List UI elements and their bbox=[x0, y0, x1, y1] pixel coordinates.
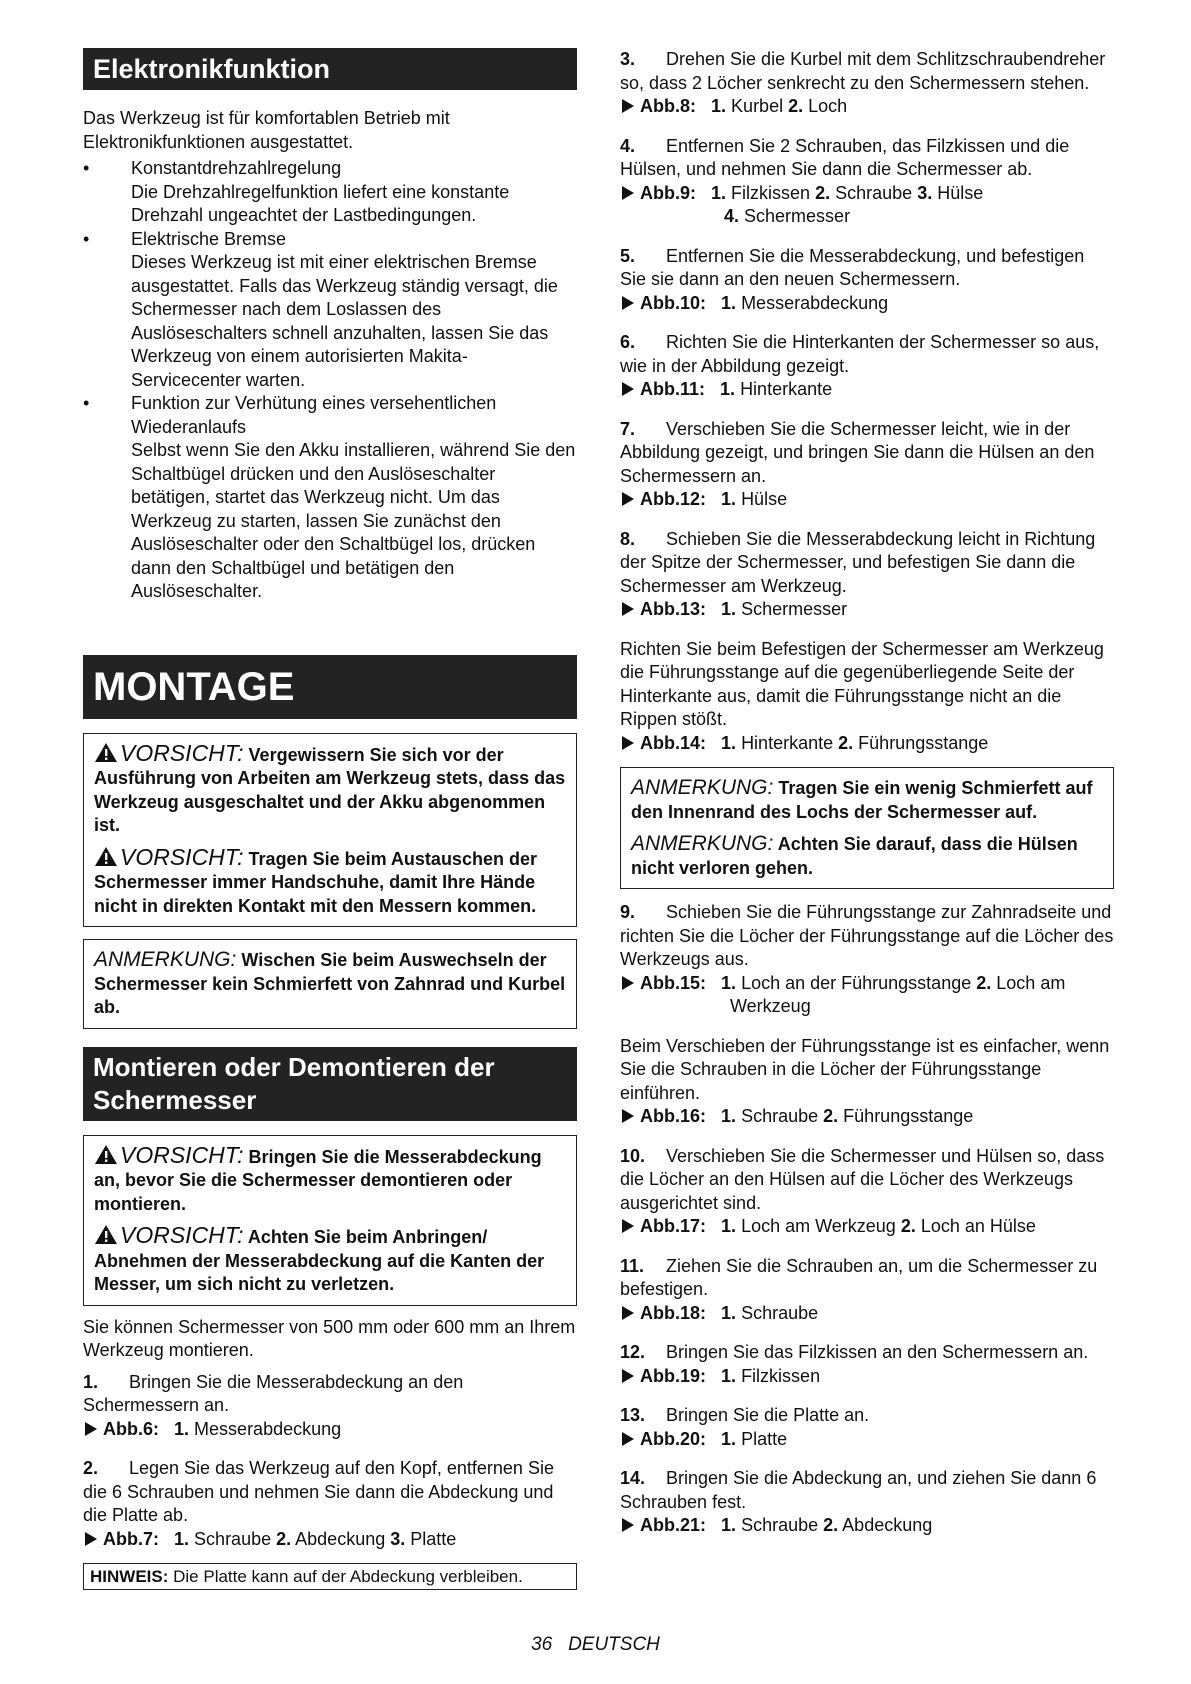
legend-text: Schraube bbox=[741, 1106, 819, 1126]
note-keyword: ANMERKUNG: bbox=[631, 832, 774, 855]
step-3 bbox=[620, 48, 1114, 119]
step-text bbox=[83, 1371, 577, 1418]
step-text bbox=[620, 1255, 1114, 1302]
section-heading-schermesser: Montieren oder Demontieren der Schermesser bbox=[83, 1047, 577, 1121]
step-body: Ziehen Sie die Schrauben an, um die Schermesser zu befestigen. bbox=[620, 1255, 1098, 1299]
legend-num: 1. bbox=[174, 1418, 190, 1439]
note-paragraph bbox=[631, 776, 1103, 824]
step-12 bbox=[620, 1341, 1114, 1388]
caution-box bbox=[83, 1135, 577, 1306]
section-heading-elektronikfunktion: Elektronikfunktion bbox=[83, 48, 577, 90]
figure-label: Abb.16: bbox=[640, 1106, 707, 1126]
note-keyword: ANMERKUNG: bbox=[94, 948, 237, 971]
legend-text: Hülse bbox=[937, 182, 984, 203]
legend-text: Loch am bbox=[996, 972, 1066, 993]
step-text bbox=[620, 245, 1114, 292]
figure-reference bbox=[83, 1528, 577, 1552]
figure-label: Abb.11: bbox=[640, 379, 706, 399]
step-text bbox=[620, 1404, 1114, 1428]
note-text: Wischen Sie beim Auswechseln der Schermesser kein Schmierfett von Zahnrad und Kurbel ab. bbox=[94, 950, 566, 1017]
step-text bbox=[620, 331, 1114, 378]
step-number: 7. bbox=[620, 418, 636, 439]
pointer-triangle-icon bbox=[622, 186, 634, 200]
caution-text: Bringen Sie die Messerabdeckung an, bevor Sie die Schermesser demontieren oder montieren. bbox=[94, 1146, 542, 1214]
step-6 bbox=[620, 331, 1114, 402]
legend-num: 2. bbox=[276, 1528, 292, 1549]
figure-reference bbox=[620, 732, 1114, 756]
step-body: Verschieben Sie die Schermesser und Hülsen so, dass die Löcher an den Hülsen auf die Löcher des Werkzeugs ausgerichtet sind. bbox=[620, 1145, 1105, 1213]
pointer-triangle-icon bbox=[622, 1369, 634, 1383]
step-text bbox=[620, 528, 1114, 599]
feature-list bbox=[83, 157, 577, 604]
step-13 bbox=[620, 1404, 1114, 1451]
step-text bbox=[620, 418, 1114, 489]
legend-num: 1. bbox=[721, 972, 737, 993]
caution-paragraph bbox=[94, 739, 566, 838]
pointer-triangle-icon bbox=[622, 1306, 634, 1320]
caution-box bbox=[83, 733, 577, 928]
step-14 bbox=[620, 1467, 1114, 1538]
step-body: Richten Sie die Hinterkanten der Schermesser so aus, wie in der Abbildung gezeigt. bbox=[620, 332, 1100, 376]
step-text bbox=[620, 1145, 1114, 1216]
step-1 bbox=[83, 1371, 577, 1442]
legend-num: 4. bbox=[724, 206, 740, 226]
step-4 bbox=[620, 135, 1114, 229]
legend-num: 1. bbox=[721, 732, 737, 753]
figure-label: Abb.13: bbox=[640, 599, 707, 619]
legend-text: Führungsstange bbox=[858, 732, 989, 753]
figure-reference-continued: Werkzeug bbox=[730, 996, 811, 1016]
legend-text: Messerabdeckung bbox=[194, 1418, 342, 1439]
legend-text: Führungsstange bbox=[843, 1106, 974, 1126]
legend-num: 1. bbox=[174, 1528, 190, 1549]
figure-reference bbox=[620, 378, 1114, 402]
legend-num: 2. bbox=[900, 1216, 916, 1236]
feature-text: Selbst wenn Sie den Akku installieren, während Sie den Schaltbügel drücken und den Auslöseschalter betätigen, startet das Werkzeug nicht. Um das Werkzeug zu starten, lassen Sie zunächst den Auslöseschalter oder den Schaltbügel los, drücken dann den Schaltbügel und betätigen den Auslöseschalter. bbox=[131, 440, 576, 601]
step-body: Schieben Sie die Führungsstange zur Zahnradseite und richten Sie die Löcher der Führungsstange auf die Löcher des Werkzeugs aus. bbox=[620, 902, 1114, 969]
warning-triangle-icon bbox=[94, 1224, 118, 1245]
note-box bbox=[620, 767, 1114, 889]
paragraph-schrauben bbox=[620, 1035, 1114, 1129]
caution-keyword: VORSICHT: bbox=[120, 1222, 244, 1248]
step-number: 1. bbox=[83, 1371, 99, 1392]
figure-label: Abb.6: bbox=[103, 1418, 159, 1439]
step-8 bbox=[620, 528, 1114, 622]
pointer-triangle-icon bbox=[622, 736, 634, 750]
figure-reference bbox=[620, 1365, 1114, 1389]
note-text: Achten Sie darauf, dass die Hülsen nicht verloren gehen. bbox=[631, 834, 1078, 878]
legend-text: Loch an Hülse bbox=[920, 1216, 1036, 1236]
figure-label: Abb.14: bbox=[640, 732, 707, 753]
figure-reference bbox=[620, 1215, 1114, 1239]
step-body: Bringen Sie das Filzkissen an den Schermessern an. bbox=[666, 1342, 1089, 1362]
figure-label: Abb.19: bbox=[640, 1365, 707, 1386]
note-box bbox=[83, 939, 577, 1029]
caution-text: Vergewissern Sie sich vor der Ausführung von Arbeiten am Werkzeug stets, dass das Werkzeug ausgeschaltet und der Akku abgenommen ist. bbox=[94, 744, 566, 835]
caution-text: Achten Sie beim Anbringen/ Abnehmen der Messerabdeckung auf die Kanten der Messer, um sich nicht zu verletzen. bbox=[94, 1227, 545, 1294]
step-number: 4. bbox=[620, 135, 636, 156]
figure-label: Abb.7: bbox=[103, 1528, 159, 1549]
chapter-heading-montage: MONTAGE bbox=[83, 655, 577, 719]
legend-text: Loch am Werkzeug bbox=[741, 1216, 896, 1236]
pointer-triangle-icon bbox=[622, 1518, 634, 1532]
legend-num: 1. bbox=[721, 599, 737, 619]
warning-triangle-icon bbox=[94, 742, 118, 763]
step-number: 8. bbox=[620, 528, 636, 549]
right-column bbox=[620, 48, 1114, 1538]
pointer-triangle-icon bbox=[622, 99, 634, 113]
legend-text: Loch bbox=[808, 96, 848, 116]
feature-text: Dieses Werkzeug ist mit einer elektrischen Bremse ausgestattet. Falls das Werkzeug ständig versagt, die Schermesser nach dem Loslassen des Auslöseschalters schnell anzuhalten, lassen Sie das Werkzeug von einem autorisierten Makita-Servicecenter warten. bbox=[131, 252, 558, 390]
step-text bbox=[620, 135, 1114, 182]
legend-text: Abdeckung bbox=[842, 1515, 933, 1535]
step-7 bbox=[620, 418, 1114, 512]
legend-num: 1. bbox=[721, 1302, 737, 1323]
legend-num: 1. bbox=[720, 379, 736, 399]
note-text: Tragen Sie ein wenig Schmierfett auf den Innenrand des Lochs der Schermesser auf. bbox=[631, 778, 1093, 822]
step-9 bbox=[620, 901, 1114, 1019]
figure-reference bbox=[620, 598, 1114, 622]
figure-label: Abb.8: bbox=[640, 96, 696, 116]
step-number: 9. bbox=[620, 902, 636, 922]
step-number: 6. bbox=[620, 332, 636, 352]
hinweis-text: Die Platte kann auf der Abdeckung verbleiben. bbox=[173, 1567, 523, 1586]
legend-text: Hinterkante bbox=[741, 732, 834, 753]
legend-text: Platte bbox=[741, 1428, 788, 1449]
step-body: Bringen Sie die Messerabdeckung an den Schermessern an. bbox=[83, 1371, 464, 1415]
caution-keyword: VORSICHT: bbox=[120, 739, 244, 766]
pointer-triangle-icon bbox=[622, 1219, 634, 1233]
legend-text: Hinterkante bbox=[740, 379, 833, 399]
pointer-triangle-icon bbox=[622, 492, 634, 506]
caution-keyword: VORSICHT: bbox=[120, 843, 244, 870]
figure-label: Abb.20: bbox=[640, 1428, 707, 1449]
step-2 bbox=[83, 1457, 577, 1551]
feature-title: Funktion zur Verhütung eines versehentlichen Wiederanlaufs bbox=[131, 393, 497, 437]
legend-num: 2. bbox=[788, 96, 804, 116]
intro-text: Das Werkzeug ist für komfortablen Betrieb mit Elektronikfunktionen ausgestattet. bbox=[83, 108, 450, 152]
step-10 bbox=[620, 1145, 1114, 1239]
pointer-triangle-icon bbox=[622, 296, 634, 310]
legend-text: Schermesser bbox=[741, 599, 848, 619]
caution-paragraph bbox=[94, 1224, 566, 1297]
note-paragraph bbox=[94, 948, 566, 1020]
legend-text: Messerabdeckung bbox=[741, 292, 889, 313]
step-body: Schieben Sie die Messerabdeckung leicht in Richtung der Spitze der Schermesser, und befestigen Sie dann die Schermesser am Werkzeug. bbox=[620, 528, 1096, 596]
legend-num: 2. bbox=[976, 972, 992, 993]
feature-title: Elektrische Bremse bbox=[131, 228, 287, 249]
step-body: Entfernen Sie 2 Schrauben, das Filzkissen und die Hülsen, und nehmen Sie dann die Schermesser ab. bbox=[620, 135, 1070, 179]
step-text bbox=[620, 901, 1114, 972]
legend-text: Filzkissen bbox=[741, 1365, 821, 1386]
caution-paragraph bbox=[94, 1141, 566, 1217]
legend-text: Hülse bbox=[741, 489, 788, 509]
step-body: Drehen Sie die Kurbel mit dem Schlitzschraubendreher so, dass 2 Löcher senkrecht zu den Schermessern stehen. bbox=[620, 49, 1106, 93]
legend-num: 3. bbox=[917, 182, 933, 203]
legend-text: Schraube bbox=[741, 1302, 819, 1323]
legend-num: 1. bbox=[711, 182, 727, 203]
warning-triangle-icon bbox=[94, 846, 118, 867]
legend-num: 1. bbox=[721, 489, 737, 509]
legend-num: 1. bbox=[721, 292, 737, 313]
figure-reference bbox=[620, 1105, 1114, 1129]
legend-text: Schraube bbox=[741, 1515, 819, 1535]
pointer-triangle-icon bbox=[85, 1422, 97, 1436]
caution-keyword: VORSICHT: bbox=[120, 1141, 244, 1168]
figure-label: Abb.21: bbox=[640, 1515, 707, 1535]
legend-text: Filzkissen bbox=[731, 182, 811, 203]
legend-num: 2. bbox=[815, 182, 831, 203]
list-item: • Funktion zur Verhütung eines versehentlichen Wiederanlaufs Selbst wenn Sie den Akku installieren, während Sie den Schaltbügel drücken und den Auslöseschalter betätigen, startet das Werkzeug nicht. Um das Werkzeug zu starten, lassen Sie zunächst den Auslöseschalter oder den Schaltbügel los, drücken dann den Schaltbügel und betätigen den Auslöseschalter. bbox=[83, 392, 577, 604]
figure-label: Abb.15: bbox=[640, 972, 707, 993]
intro-text: Sie können Schermesser von 500 mm oder 600 mm an Ihrem Werkzeug montieren. bbox=[83, 1316, 576, 1360]
pointer-triangle-icon bbox=[622, 1109, 634, 1123]
legend-text: Abdeckung bbox=[295, 1528, 386, 1549]
figure-reference bbox=[620, 972, 1114, 996]
figure-label: Abb.10: bbox=[640, 292, 707, 313]
legend-num: 1. bbox=[721, 1216, 737, 1236]
legend-text: Schraube bbox=[194, 1528, 272, 1549]
step-number: 2. bbox=[83, 1458, 99, 1478]
step-body: Bringen Sie die Platte an. bbox=[666, 1405, 870, 1425]
legend-num: 1. bbox=[721, 1106, 737, 1126]
figure-reference bbox=[620, 488, 1114, 512]
pointer-triangle-icon bbox=[622, 1432, 634, 1446]
figure-label: Abb.9: bbox=[640, 182, 696, 203]
step-text bbox=[620, 48, 1114, 95]
step-number: 13. bbox=[620, 1405, 646, 1425]
figure-reference bbox=[620, 95, 1114, 119]
step-body: Legen Sie das Werkzeug auf den Kopf, entfernen Sie die 6 Schrauben und nehmen Sie dann die Abdeckung und die Platte ab. bbox=[83, 1458, 554, 1525]
step-number: 10. bbox=[620, 1145, 646, 1166]
footer-language: DEUTSCH bbox=[568, 1634, 660, 1655]
legend-text: Platte bbox=[410, 1528, 457, 1549]
pointer-triangle-icon bbox=[622, 602, 634, 616]
hinweis-box bbox=[83, 1563, 577, 1590]
list-item: • Konstantdrehzahlregelung Die Drehzahlregelfunktion liefert eine konstante Drehzahl ungeachtet der Lastbedingungen. bbox=[83, 157, 577, 228]
legend-num: 2. bbox=[838, 732, 854, 753]
figure-label: Abb.18: bbox=[640, 1302, 707, 1323]
legend-num: 1. bbox=[721, 1428, 737, 1449]
step-number: 11. bbox=[620, 1255, 645, 1276]
figure-reference bbox=[620, 1428, 1114, 1452]
feature-text: Die Drehzahlregelfunktion liefert eine konstante Drehzahl ungeachtet der Lastbedingungen. bbox=[131, 181, 510, 225]
caution-text: Tragen Sie beim Austauschen der Schermesser immer Handschuhe, damit Ihre Hände nicht in direkten Kontakt mit den Messern kommen. bbox=[94, 848, 537, 916]
step-number: 3. bbox=[620, 49, 636, 69]
step-text bbox=[620, 1341, 1114, 1365]
step-body: Verschieben Sie die Schermesser leicht, wie in der Abbildung gezeigt, und bringen Sie dann die Hülsen an den Schermessern an. bbox=[620, 418, 1095, 486]
pointer-triangle-icon bbox=[85, 1532, 97, 1546]
figure-reference bbox=[620, 1302, 1114, 1326]
step-body: Bringen Sie die Abdeckung an, und ziehen Sie dann 6 Schrauben fest. bbox=[620, 1468, 1097, 1512]
left-column bbox=[83, 48, 577, 1590]
hinweis-keyword: HINWEIS: bbox=[90, 1567, 169, 1586]
figure-reference-continued bbox=[620, 205, 1114, 229]
note-keyword: ANMERKUNG: bbox=[631, 776, 774, 799]
note-paragraph bbox=[631, 832, 1103, 880]
legend-text: Kurbel bbox=[731, 96, 784, 116]
legend-num: 3. bbox=[390, 1528, 406, 1549]
page-number: 36 bbox=[531, 1634, 553, 1655]
page-footer bbox=[0, 1634, 1191, 1656]
caution-paragraph bbox=[94, 843, 566, 919]
paragraph-text: Richten Sie beim Befestigen der Schermesser am Werkzeug die Führungsstange auf die gegenüberliegende Seite der Hinterkante aus, damit die Führungsstange nicht an die Rippen stößt. bbox=[620, 638, 1104, 729]
pointer-triangle-icon bbox=[622, 382, 634, 396]
legend-num: 2. bbox=[823, 1515, 839, 1535]
legend-num: 1. bbox=[721, 1515, 737, 1535]
step-text bbox=[83, 1457, 577, 1528]
figure-label: Abb.17: bbox=[640, 1216, 707, 1236]
list-item: • Elektrische Bremse Dieses Werkzeug ist mit einer elektrischen Bremse ausgestattet. Falls das Werkzeug ständig versagt, die Schermesser nach dem Loslassen des Auslöseschalters schnell anzuhalten, lassen Sie das Werkzeug von einem autorisierten Makita-Servicecenter warten. bbox=[83, 228, 577, 393]
legend-text: Loch an der Führungsstange bbox=[741, 972, 972, 993]
step-number: 12. bbox=[620, 1342, 646, 1362]
warning-triangle-icon bbox=[94, 1144, 118, 1165]
figure-reference bbox=[83, 1418, 577, 1442]
paragraph-fuehrungsstange bbox=[620, 638, 1114, 756]
step-number: 5. bbox=[620, 245, 636, 266]
figure-reference bbox=[620, 292, 1114, 316]
figure-label: Abb.12: bbox=[640, 489, 707, 509]
figure-reference bbox=[620, 182, 1114, 206]
step-11 bbox=[620, 1255, 1114, 1326]
legend-num: 2. bbox=[823, 1106, 839, 1126]
step-body: Entfernen Sie die Messerabdeckung, und befestigen Sie sie dann an den neuen Schermessern. bbox=[620, 245, 1085, 289]
pointer-triangle-icon bbox=[622, 976, 634, 990]
legend-num: 1. bbox=[711, 96, 727, 116]
legend-text: Schraube bbox=[835, 182, 913, 203]
legend-num: 1. bbox=[721, 1365, 737, 1386]
paragraph-text: Beim Verschieben der Führungsstange ist es einfacher, wenn Sie die Schrauben in die Löcher der Führungsstange einführen. bbox=[620, 1035, 1110, 1103]
step-number: 14. bbox=[620, 1468, 646, 1488]
figure-reference bbox=[620, 1514, 1114, 1538]
feature-title: Konstantdrehzahlregelung bbox=[131, 158, 342, 178]
step-5 bbox=[620, 245, 1114, 316]
legend-text: Schermesser bbox=[744, 206, 851, 226]
step-text bbox=[620, 1467, 1114, 1514]
